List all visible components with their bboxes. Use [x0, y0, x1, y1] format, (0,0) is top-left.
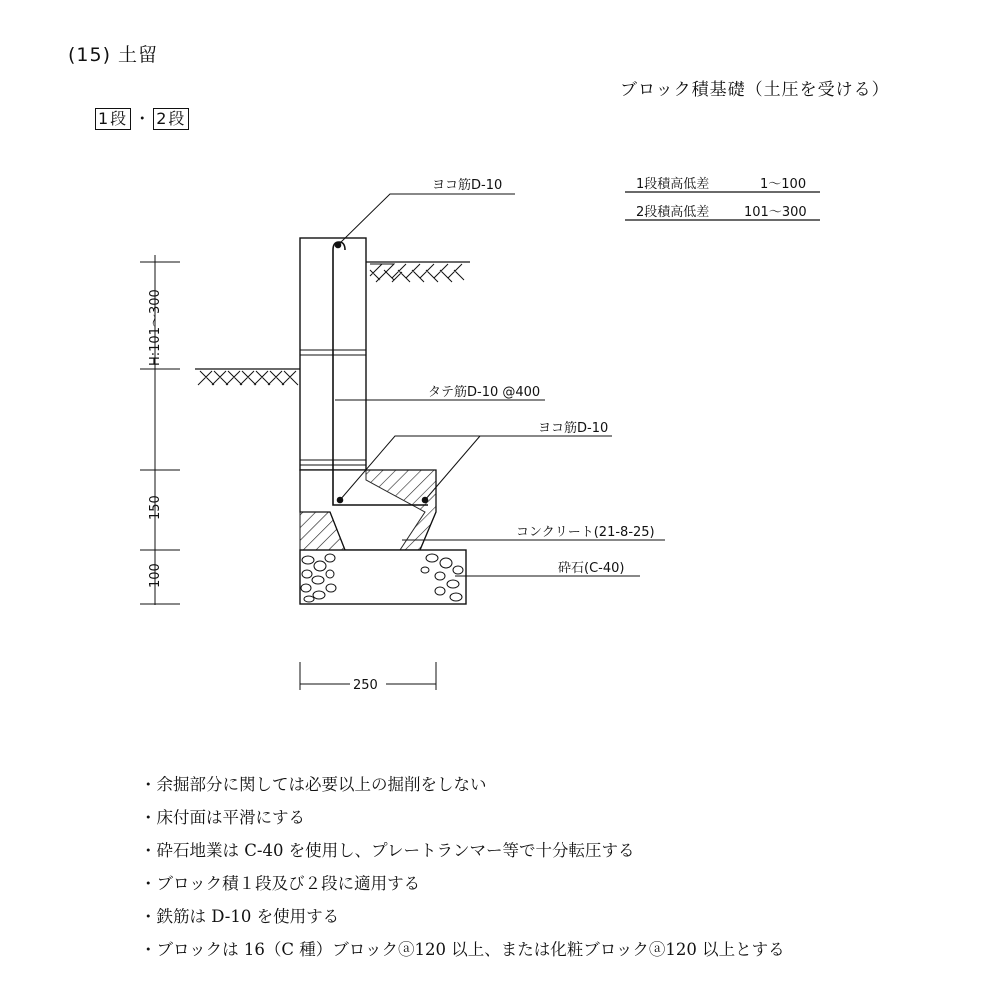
- tag-two-level: 2段: [153, 108, 189, 130]
- note-item: ・ 余掘部分に関しては必要以上の掘削をしない: [140, 768, 785, 801]
- label-top-horizontal-rebar: ヨコ筋D-10: [432, 178, 503, 193]
- note-item: ・ 砕石地業は C-40 を使用し、プレートランマー等で十分転圧する: [140, 834, 785, 867]
- table-row1-value: 1～100: [760, 177, 807, 192]
- label-footing-horizontal-rebar: ヨコ筋D-10: [538, 421, 609, 436]
- note-item: ・ ブロックは 16（C 種）ブロックⓐ120 以上、または化粧ブロックⓐ120 以上とする: [140, 933, 785, 966]
- table-row1-label: 1段積高低差: [636, 177, 710, 192]
- tag-separator: ・: [134, 109, 151, 128]
- notes-list: [140, 768, 785, 966]
- note-item: ・ ブロック積１段及び２段に適用する: [140, 867, 785, 900]
- dim-footing-height: 150: [148, 495, 163, 520]
- table-row2-value: 101～300: [744, 205, 807, 220]
- drawing-subtitle: ブロック積基礎（土圧を受ける）: [620, 80, 890, 100]
- crushed-stone-layer: [300, 550, 466, 604]
- dim-stone-height: 100: [148, 563, 163, 588]
- tag-one-level: 1段: [95, 108, 131, 130]
- label-vertical-rebar: タテ筋D-10 @400: [428, 385, 541, 400]
- note-item: ・ 鉄筋は D-10 を使用する: [140, 900, 785, 933]
- low-side-ground: [195, 369, 300, 385]
- dim-height: H:101～300: [148, 289, 163, 366]
- high-side-ground: [366, 262, 470, 282]
- label-concrete: コンクリート(21-8-25): [516, 525, 655, 540]
- concrete-footing: [300, 470, 436, 550]
- note-item: ・ 床付面は平滑にする: [140, 801, 785, 834]
- dim-width: 250: [353, 678, 378, 693]
- table-row2-label: 2段積高低差: [636, 205, 710, 220]
- section-title: (15) 土留: [68, 44, 159, 66]
- label-crushed-stone: 砕石(C-40): [558, 561, 625, 576]
